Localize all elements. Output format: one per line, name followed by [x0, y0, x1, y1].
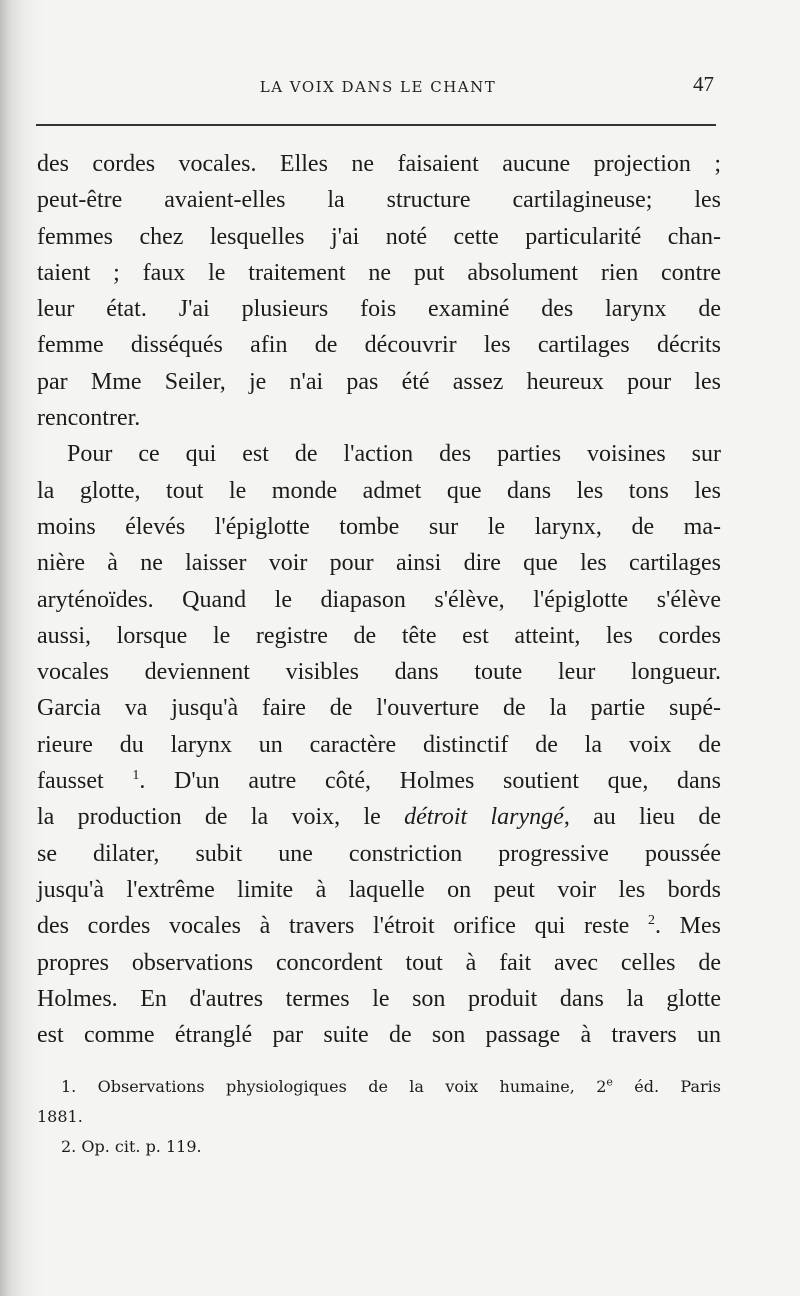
page-header [36, 72, 720, 106]
footnote-text: 1. Observations physiologiques de la voix humaine, 2 [61, 1077, 607, 1096]
footnote-1-continued: 1881. [37, 1107, 83, 1126]
text-line-with-note [37, 763, 721, 799]
text-segment: , au lieu de [563, 804, 722, 831]
text-line: rencontrer. [37, 405, 141, 432]
text-line: aussi, lorsque le registre de tête est atteint, les cordes [37, 622, 721, 649]
text-line: rieure du larynx un caractère distinctif de la voix de [37, 731, 721, 758]
footnotes [37, 1072, 721, 1162]
footnote-1 [37, 1072, 721, 1102]
text-line: Garcia va jusqu'à faire de l'ouverture de la partie supé- [37, 695, 721, 722]
text-line: taient ; faux le traitement ne put absolument rien contre [37, 259, 721, 286]
header-rule [36, 124, 716, 126]
text-line: femme disséqués afin de découvrir les cartilages décrits [37, 332, 721, 359]
text-line: peut-être avaient-elles la structure cartilagineuse; les [37, 187, 721, 214]
text-line: la glotte, tout le monde admet que dans les tons les [37, 477, 721, 504]
text-line: Holmes. En d'autres termes le son produit dans la glotte [37, 985, 721, 1012]
text-line: nière à ne laisser voir pour ainsi dire que les cartilages [37, 550, 721, 577]
text-segment: la production de la voix, le [37, 804, 405, 831]
text-segment: . D'un autre côté, Holmes soutient que, dans [139, 768, 721, 795]
text-segment: fausset [37, 768, 104, 795]
footnote-text: éd. Paris [612, 1077, 721, 1096]
superscript: e [606, 1075, 613, 1089]
running-title: LA VOIX DANS LE CHANT [259, 78, 497, 96]
text-line: aryténoïdes. Quand le diapason s'élève, l'épiglotte s'élève [37, 586, 721, 613]
text-line: vocales deviennent visibles dans toute leur longueur. [37, 659, 721, 686]
footnote-ref: 1 [132, 768, 140, 784]
footnote-ref: 2 [647, 913, 655, 929]
page-number: 47 [693, 72, 714, 96]
text-line: est comme étranglé par suite de son passage à travers un [37, 1022, 721, 1049]
text-line: leur état. J'ai plusieurs fois examiné des larynx de [37, 296, 721, 323]
text-line: se dilater, subit une constriction progressive poussée [37, 840, 721, 867]
text-line-with-italic [37, 799, 721, 835]
italic-term: détroit laryngé [404, 804, 564, 831]
text-line: Pour ce qui est de l'action des parties voisines sur [67, 441, 721, 468]
text-line: par Mme Seiler, je n'ai pas été assez heureux pour les [37, 368, 721, 395]
text-line-with-note [37, 908, 721, 944]
text-line: moins élevés l'épiglotte tombe sur le larynx, de ma- [37, 513, 721, 540]
text-line: jusqu'à l'extrême limite à laquelle on peut voir les bords [37, 876, 721, 903]
footnote-2: 2. Op. cit. p. 119. [61, 1137, 202, 1156]
text-line: propres observations concordent tout à fait avec celles de [37, 949, 721, 976]
text-segment: des cordes vocales à travers l'étroit orifice qui reste [37, 913, 648, 940]
text-line: femmes chez lesquelles j'ai noté cette particularité chan- [37, 223, 721, 250]
text-line: des cordes vocales. Elles ne faisaient aucune projection ; [37, 151, 721, 177]
text-segment: . Mes [654, 913, 721, 940]
body-text [37, 146, 721, 1053]
